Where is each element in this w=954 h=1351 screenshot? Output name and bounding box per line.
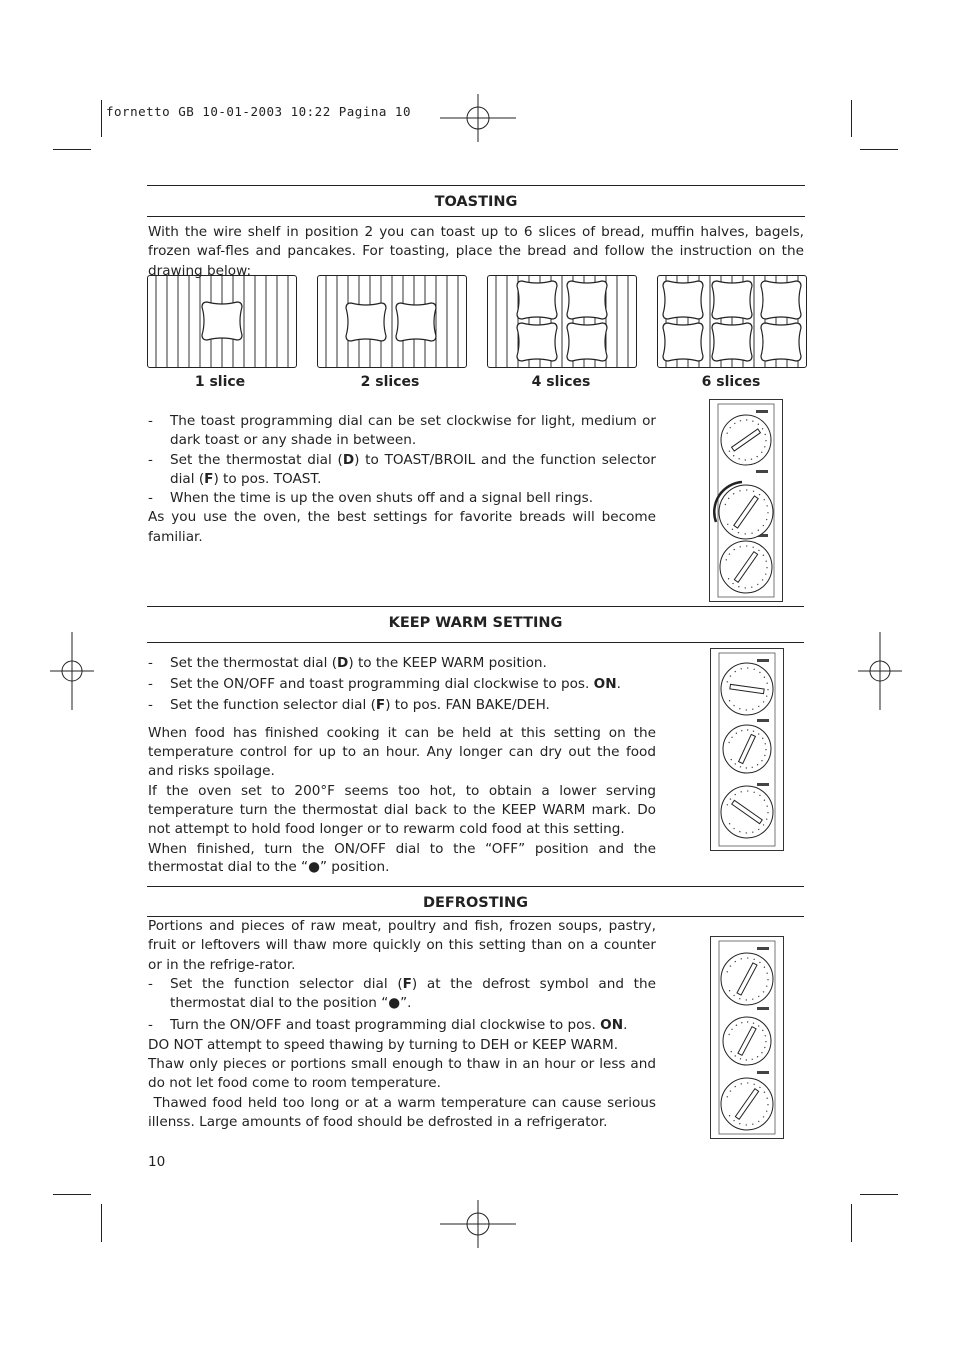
bread-slice-icon xyxy=(567,281,607,319)
bread-slice-icon xyxy=(712,323,752,361)
keep-warm-instructions xyxy=(148,654,656,876)
registration-mark-icon xyxy=(440,94,516,142)
registration-mark-icon xyxy=(50,632,94,710)
rack-wires xyxy=(496,276,628,367)
rack-label: 4 slices xyxy=(531,374,591,390)
list-item: - Set the function selector dial (F) to pos. FAN BAKE/DEH. xyxy=(148,696,550,713)
section-rule xyxy=(147,185,805,186)
list-item: - When the time is up the oven shuts off and a signal bell rings. xyxy=(148,490,594,507)
rack-wires xyxy=(326,276,458,367)
paragraph: When finished, turn the ON/OFF dial to the “OFF” position and the thermostat dial to the “●” position. xyxy=(148,840,656,875)
rack-label: 6 slices xyxy=(701,374,761,390)
bread-slice-icon xyxy=(517,281,557,319)
defrosting-instructions xyxy=(148,917,661,1132)
wire-rack-4-slices xyxy=(487,275,637,368)
section-title-defrosting: DEFROSTING xyxy=(422,895,529,911)
section-title-toasting: TOASTING xyxy=(434,194,518,210)
section-rule xyxy=(147,606,804,607)
page-number: 10 xyxy=(148,1154,166,1170)
paragraph: When food has finished cooking it can be held at this setting on the temperature control for up to an hour. Any longer can dry out the food and risks spoilage. xyxy=(148,724,656,780)
paragraph: If the oven set to 200°F seems too hot, to obtain a lower serving temperature turn the thermostat dial back to the KEEP WARM mark. Do not attempt to hold food longer or to rewarm cold food at this setting. xyxy=(148,782,656,838)
bread-slice-icon xyxy=(712,281,752,319)
wire-rack-1-slice xyxy=(147,275,297,368)
control-panel-illustration xyxy=(709,399,783,602)
wire-rack-6-slices xyxy=(657,275,807,368)
bread-slice-icon xyxy=(663,323,703,361)
toasting-footer: As you use the oven, the best settings for favorite breads will become familiar. xyxy=(148,509,656,545)
paragraph: DO NOT attempt to speed thawing by turning to DEH or KEEP WARM. xyxy=(148,1036,619,1053)
toasting-instructions xyxy=(148,412,656,547)
section-title-keep-warm: KEEP WARM SETTING xyxy=(388,615,563,631)
registration-mark-icon xyxy=(858,632,902,710)
bread-slice-icon xyxy=(396,303,436,341)
list-item: - Set the function selector dial (F) at the defrost symbol and the thermostat dial to the position “●”. xyxy=(148,975,656,1012)
list-item: - Set the thermostat dial (D) to the KEEP WARM position. xyxy=(148,655,547,671)
list-item: - Turn the ON/OFF and toast programming dial clockwise to pos. ON. xyxy=(148,1017,628,1034)
wire-rack-2-slices xyxy=(317,275,467,368)
paragraph: Thawed food held too long or at a warm temperature can cause serious illenss. Large amounts of food should be defrosted in a refrigerator. xyxy=(148,1094,661,1130)
bread-slice-icon xyxy=(663,281,703,319)
bread-slice-icon xyxy=(761,323,801,361)
paragraph: Portions and pieces of raw meat, poultry and fish, frozen soups, pastry, fruit or leftovers will thaw more quickly on this setting than on a counter or in the refrige-rator. xyxy=(148,918,656,973)
rack-label: 1 slice xyxy=(194,374,246,390)
list-item: - Set the thermostat dial (D) to TOAST/BROIL and the function selector dial (F) to pos. TOAST. xyxy=(148,451,656,487)
paragraph: Thaw only pieces or portions small enough to thaw in an hour or less and do not let food come to room temperature. xyxy=(148,1056,656,1092)
list-item: - The toast programming dial can be set clockwise for light, medium or dark toast or any shade in between. xyxy=(148,413,656,449)
print-header: fornetto GB 10-01-2003 10:22 Pagina 10 xyxy=(106,104,411,119)
bread-slice-icon xyxy=(202,302,242,340)
control-panel-illustration xyxy=(710,936,784,1139)
section-rule xyxy=(147,216,805,217)
bread-slice-icon xyxy=(517,323,557,361)
section-rule xyxy=(147,642,804,643)
rack-label: 2 slices xyxy=(360,374,420,390)
section-rule xyxy=(147,886,804,887)
list-item: - Set the ON/OFF and toast programming dial clockwise to pos. ON. xyxy=(148,676,621,693)
toasting-intro: With the wire shelf in position 2 you can toast up to 6 slices of bread, muffin halves, bagels, frozen waf-fles and pancakes. For toasting, place the bread and follow the instruction on the drawing below: xyxy=(148,224,804,279)
bread-slice-icon xyxy=(567,323,607,361)
registration-mark-icon xyxy=(440,1200,516,1248)
control-panel-illustration xyxy=(710,648,784,851)
bread-slice-icon xyxy=(346,303,386,341)
bread-slice-icon xyxy=(761,281,801,319)
